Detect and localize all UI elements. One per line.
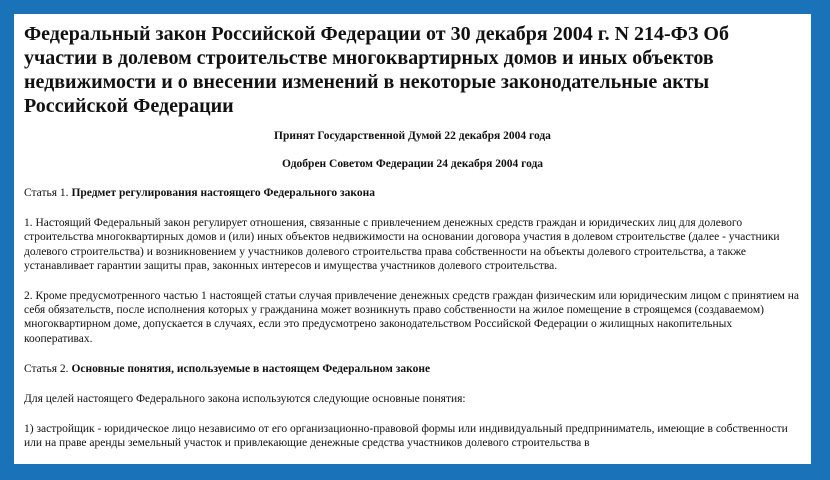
article-1-paragraph-2: 2. Кроме предусмотренного частью 1 настоящей статьи случая привлечение денежных средств граждан физическим или юридическим лицом с принятием на себя обязательств, после исполнения которых у гражданина может возникнуть право собственности на жилое помещение в строящемся (создаваемом) многоквартирном доме, допускается в случаях, если это предусмотрено законодательством Российской Федерации о жилищных накопительных кооперативах.	[24, 290, 800, 345]
article-2-paragraph-1: 1) застройщик - юридическое лицо независимо от его организационно-правовой формы или индивидуальный предприниматель, имеющие в собственности или на праве аренды земельный участок и привлекающие денежные средства участников долевого строительства в	[24, 423, 788, 450]
article-2-prefix: Статья 2.	[24, 362, 69, 375]
blue-frame	[10, 10, 820, 470]
article-1-prefix: Статья 1.	[24, 187, 69, 199]
article-1-paragraph-1: 1. Настоящий Федеральный закон регулирует отношения, связанные с привлечением денежных средств граждан и юридических лиц для долевого строительства многоквартирных домов и (или) иных объектов недвижимости на основании договора участия в долевом строительстве (далее - участники долевого строительства) и возникновением у участников долевого строительства права собственности на объекты долевого строительства, а также устанавливает гарантии защиты прав, законных интересов и имущества участников долевого строительства.	[24, 217, 780, 272]
adopted-line: Принят Государственной Думой 22 декабря 2004 года	[274, 130, 551, 142]
article-2-intro: Для целей настоящего Федерального закона используются следующие основные понятия:	[24, 393, 466, 406]
article-1-heading	[24, 186, 801, 200]
article-1-title: Предмет регулирования настоящего Федерального закона	[71, 187, 375, 199]
article-2-title: Основные понятия, используемые в настоящем Федеральном законе	[71, 362, 431, 375]
article-2-heading	[24, 362, 801, 376]
document-title: Федеральный закон Российской Федерации от 30 декабря 2004 г. N 214-ФЗ Об участии в долевом строительстве многоквартирных домов и иных объектов недвижимости и о внесении изменений в некоторые законодательные акты Российской Федерации	[24, 23, 729, 117]
approved-line: Одобрен Советом Федерации 24 декабря 2004 года	[281, 158, 544, 170]
document-page	[14, 14, 811, 464]
